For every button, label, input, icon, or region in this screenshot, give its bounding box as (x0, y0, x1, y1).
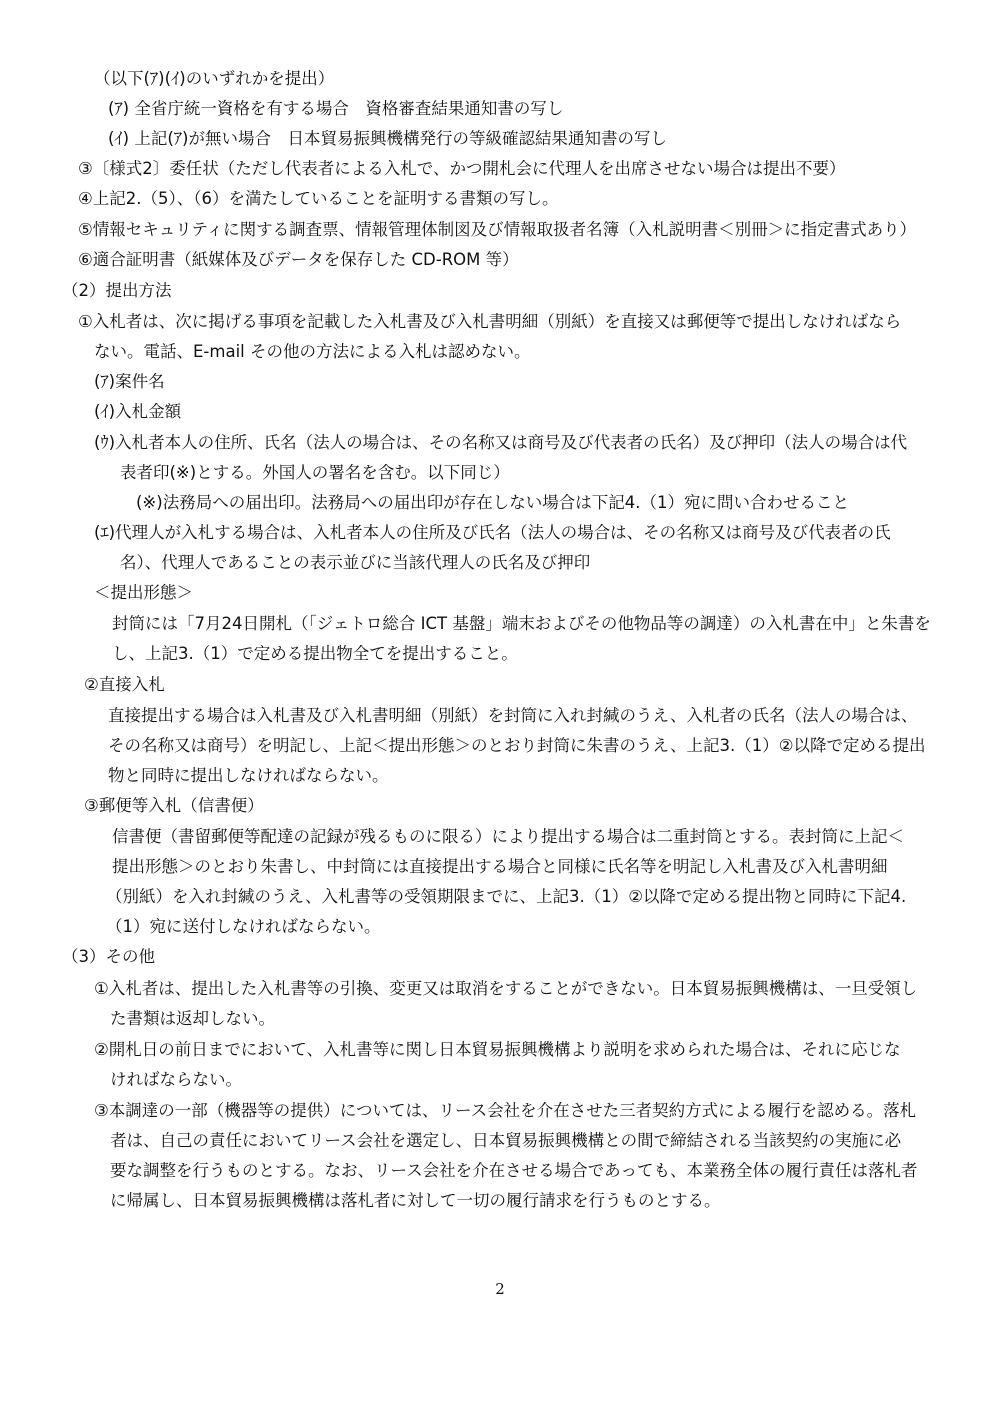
text-line: （1）宛に送付しなければならない。 (106, 917, 381, 936)
text-line: 表者印(※)とする。外国人の署名を含む。以下同じ） (120, 463, 510, 482)
text-line: （以下(ｱ)(ｲ)のいずれかを提出） (94, 69, 335, 88)
text-line: た書類は返却しない。 (110, 1009, 275, 1028)
text-line: 直接提出する場合は入札書及び入札書明細（別紙）を封筒に入れ封緘のうえ、入札者の氏名（法人の場合は、 (108, 706, 918, 725)
text-line: ②直接入札 (84, 675, 165, 694)
text-line: ①入札者は、次に掲げる事項を記載した入札書及び入札書明細（別紙）を直接又は郵便等で提出しなければなら (78, 312, 902, 331)
text-line: その名称又は商号）を明記し、上記＜提出形態＞のとおり封筒に朱書のうえ、上記3.（1）②以降で定める提出 (108, 736, 926, 755)
text-line: ③〔様式2〕委任状（ただし代表者による入札で、かつ開札会に代理人を出席させない場合は提出不要） (78, 159, 846, 178)
text-line: 名）、代理人であることの表示並びに当該代理人の氏名及び押印 (120, 553, 591, 572)
text-line: （別紙）を入れ封緘のうえ、入札書等の受領期限までに、上記3.（1）②以降で定める提出物と同時に下記4. (106, 887, 907, 906)
text-line: ①入札者は、提出した入札書等の引換、変更又は取消をすることができない。日本貿易振興機構は、一旦受領し (94, 979, 918, 998)
text-line: 封筒には「7月24日開札（「ジェトロ総合 ICT 基盤」端末およびその他物品等の調達）の入札書在中」と朱書を (112, 614, 931, 633)
text-line: ⑥適合証明書（紙媒体及びデータを保存した CD-ROM 等） (78, 250, 519, 269)
text-line: 信書便（書留郵便等配達の記録が残るものに限る）により提出する場合は二重封筒とする。表封筒に上記＜ (112, 827, 904, 846)
text-line: 者は、自己の責任においてリース会社を選定し、日本貿易振興機構との間で締結される当該契約の実施に必 (110, 1131, 902, 1150)
text-line: (ｳ)入札者本人の住所、氏名（法人の場合は、その名称又は商号及び代表者の氏名）及び押印（法人の場合は代 (94, 433, 908, 452)
text-line: (ｱ) 全省庁統一資格を有する場合 資格審査結果通知書の写し (108, 99, 564, 118)
text-line: ④上記2.（5）、（6）を満たしていることを証明する書類の写し。 (78, 189, 559, 208)
text-line: ②開札日の前日までにおいて、入札書等に関し日本貿易振興機構より説明を求められた場合は、それに応じな (94, 1040, 901, 1059)
text-line: ければならない。 (110, 1070, 242, 1089)
text-line: ③本調達の一部（機器等の提供）については、リース会社を介在させた三者契約方式による履行を認める。落札 (94, 1101, 917, 1120)
text-line: (ｲ) 上記(ｱ)が無い場合 日本貿易振興機構発行の等級確認結果通知書の写し (108, 129, 667, 148)
section-heading: （2）提出方法 (62, 281, 172, 300)
text-line: (ｱ)案件名 (94, 372, 165, 391)
text-line: 提出形態＞のとおり朱書し、中封筒には直接提出する場合と同様に氏名等を明記し入札書及び入札書明細 (112, 857, 888, 876)
text-line: に帰属し、日本貿易振興機構は落札者に対して一切の履行請求を行うものとする。 (110, 1191, 721, 1210)
section-heading: （3）その他 (62, 947, 155, 966)
text-line: ⑤情報セキュリティに関する調査票、情報管理体制図及び情報取扱者名簿（入札説明書＜別冊＞に指定書式あり） (78, 220, 917, 239)
text-line: ＜提出形態＞ (94, 583, 193, 602)
text-line: 要な調整を行うものとする。なお、リース会社を介在させる場合であっても、本業務全体の履行責任は落札者 (110, 1161, 918, 1180)
page-number: 2 (495, 1280, 505, 1298)
text-line: (ｴ)代理人が入札する場合は、入札者本人の住所及び氏名（法人の場合は、その名称又は商号及び代表者の氏 (94, 523, 891, 542)
text-line: ない。電話、E-mail その他の方法による入札は認めない。 (94, 342, 531, 361)
text-line: ③郵便等入札（信書便） (84, 796, 264, 815)
text-line: (※)法務局への届出印。法務局への届出印が存在しない場合は下記4.（1）宛に問い合わせること (136, 493, 849, 512)
text-line: (ｲ)入札金額 (94, 402, 182, 421)
text-line: し、上記3.（1）で定める提出物全てを提出すること。 (112, 644, 518, 663)
text-line: 物と同時に提出しなければならない。 (108, 766, 389, 785)
